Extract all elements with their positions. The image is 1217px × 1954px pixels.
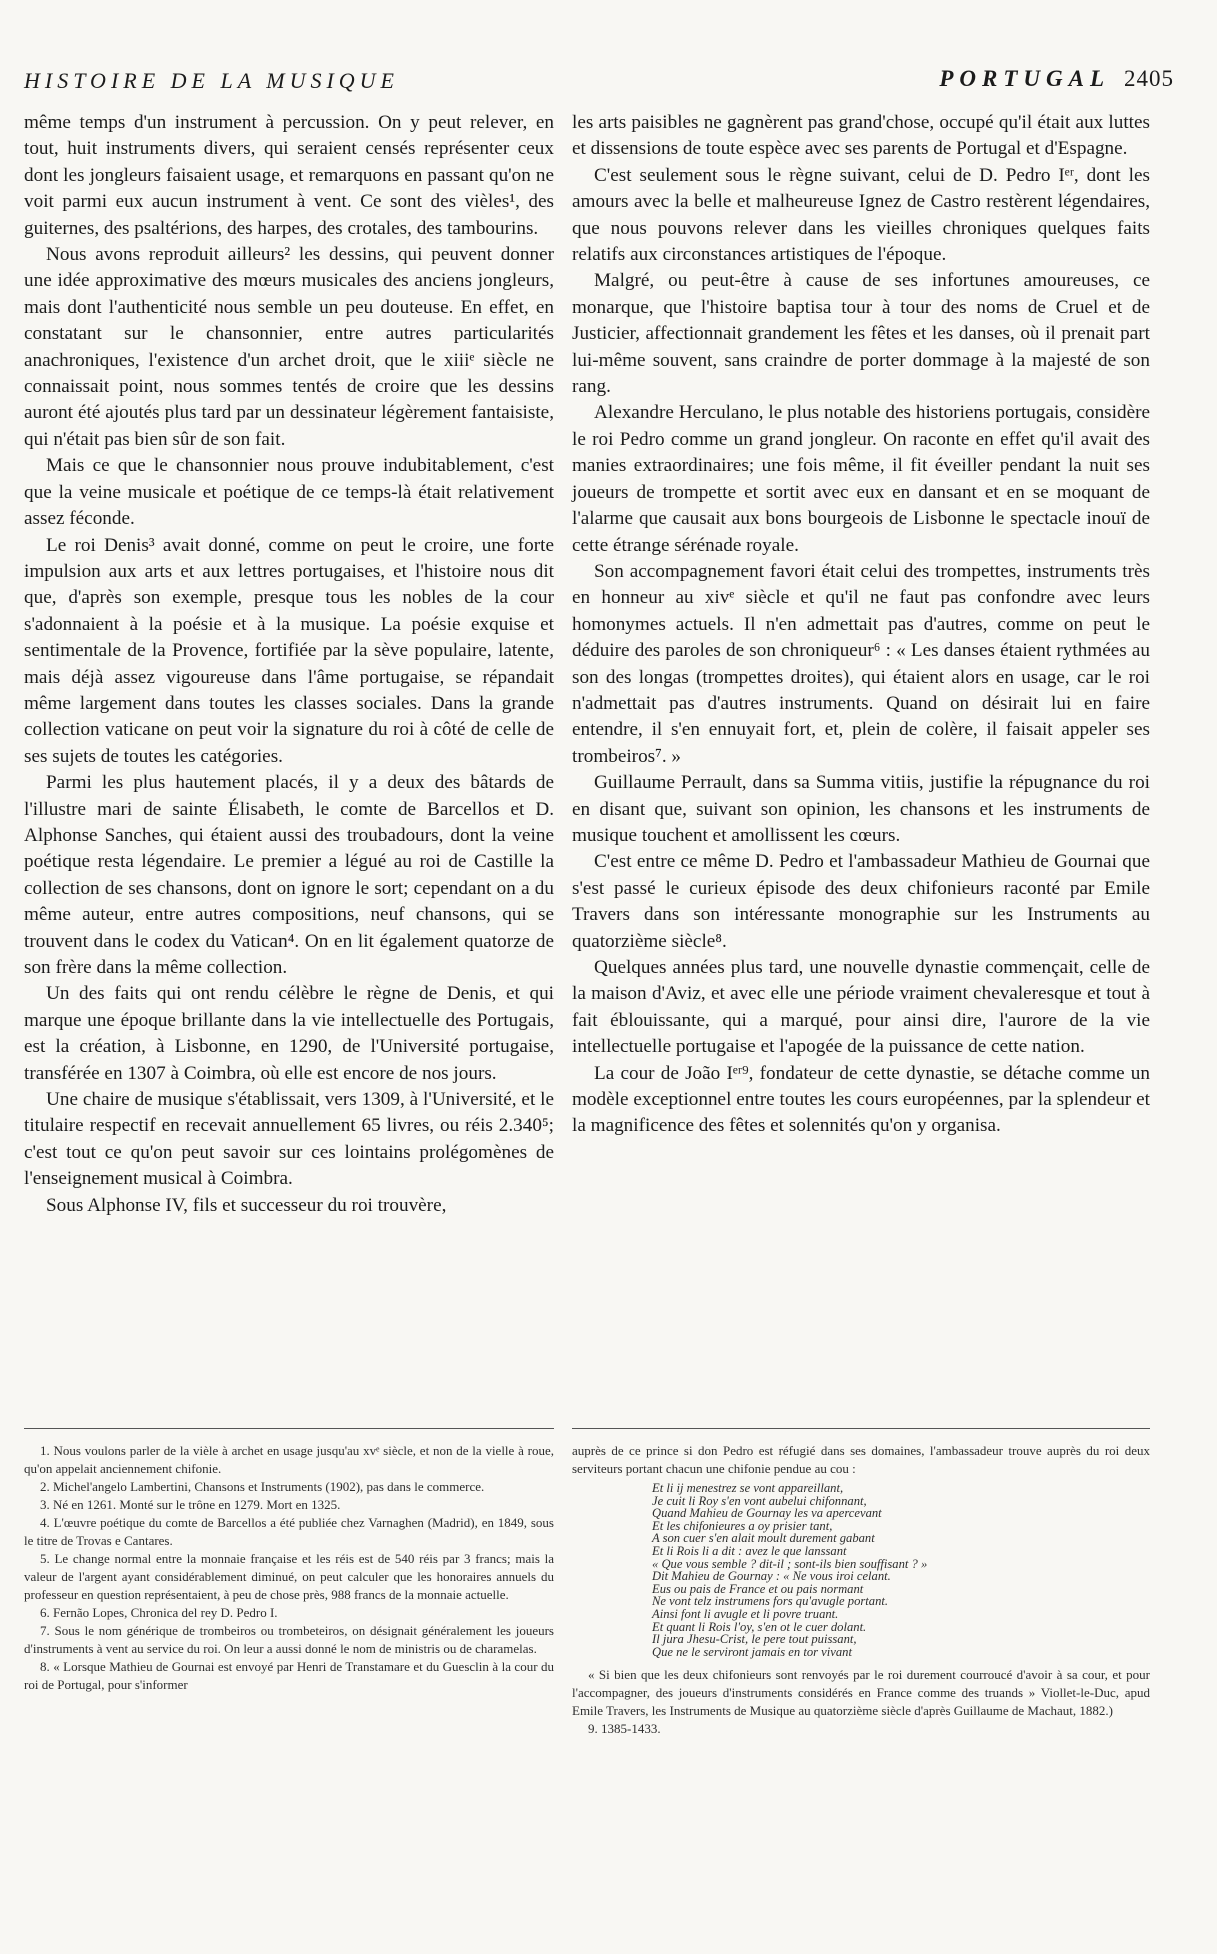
verse-line: Il jura Jhesu-Crist, le pere tout puissant,	[652, 1632, 857, 1647]
footnote: 1. Nous voulons parler de la vièle à archet en usage jusqu'au xvᵉ siècle, et non de la vielle à roue, qu'on appelait anciennement chifonie.	[24, 1443, 554, 1476]
page-number: 2405	[1124, 66, 1174, 91]
paragraph: Un des faits qui ont rendu célèbre le règne de Denis, et qui marque une époque brillante dans la vie intellectuelle des Portugais, est la création, à Lisbonne, en 1290, de l'Université portugaise, transférée en 1307 à Coimbra, où elle est encore de nos jours.	[24, 983, 554, 1084]
verse-line: A son cuer s'en alait moult durement gabant	[652, 1531, 875, 1546]
paragraph: Une chaire de musique s'établissait, vers 1309, à l'Université, et le titulaire respectif en recevait annuellement 65 livres, ou réis 2.340⁵; c'est tout ce qu'on peut savoir sur ces lointains prolégomènes de l'enseignement musical à Coimbra.	[24, 1089, 554, 1190]
paragraph: Malgré, ou peut-être à cause de ses infortunes amoureuses, ce monarque, que l'histoire baptisa tour à tour des noms de Cruel et de Justicier, affectionnait grandement les fêtes et les danses, où il prenait part lui-même souvent, sans craindre de porter dommage à la majesté de son rang.	[572, 270, 1150, 398]
footnote: 9. 1385-1433.	[588, 1721, 661, 1737]
footnotes-right	[572, 1442, 1150, 1738]
verse-line: Et quant li Rois l'oy, s'en ot le cuer dolant.	[652, 1619, 867, 1634]
verse-line: Ne vont telz instrumens fors qu'avugle portant.	[652, 1594, 889, 1609]
paragraph: La cour de João Iᵉʳ⁹, fondateur de cette dynastie, se détache comme un modèle exceptionnel entre toutes les cours européennes, par la splendeur et la magnificence des fêtes et solennités qu'on y organisa.	[572, 1062, 1150, 1137]
paragraph: Parmi les plus hautement placés, il y a deux des bâtards de l'illustre mari de sainte Élisabeth, le comte de Barcellos et D. Alphonse Sanches, qui étaient aussi des troubadours, dont la veine poétique resta légendaire. Le premier a légué au roi de Castille la collection de ses chansons, dont on ignore le sort; cependant on a du même auteur, entre autres compositions, neuf chansons, qui se trouvent dans le codex du Vatican⁴. On en lit également quatorze de son frère dans la même collection.	[24, 772, 554, 978]
footnotes-left	[24, 1442, 554, 1694]
right-column	[572, 110, 1150, 1140]
footnote: 4. L'œuvre poétique du comte de Barcellos a été publiée chez Varnaghen (Madrid), en 1849, sous le titre de Trovas e Cantares.	[24, 1515, 554, 1548]
paragraph: C'est entre ce même D. Pedro et l'ambassadeur Mathieu de Gournai que s'est passé le curieux épisode des deux chifonieurs raconté par Emile Travers dans son intéressante monographie sur les Instruments au quatorzième siècle⁸.	[572, 851, 1150, 952]
paragraph: Guillaume Perrault, dans sa Summa vitiis, justifie la répugnance du roi en disant que, suivant son opinion, les chansons et les instruments de musique touchent et amollissent les cœurs.	[572, 772, 1150, 846]
verse-line: Et les chifonieures a oy prisier tant,	[652, 1518, 833, 1533]
paragraph: Alexandre Herculano, le plus notable des historiens portugais, considère le roi Pedro comme un grand jongleur. On raconte en effet qu'il avait des manies extraordinaires; une fois même, il fit éveiller pendant la nuit ses joueurs de trompette et sortit avec eux en dansant et en se moquant de l'alarme que causait aux bons bourgeois de Lisbonne le spectacle inouï de cette étrange sérénade royale.	[572, 402, 1150, 556]
footnote-rule-left	[24, 1428, 554, 1429]
paragraph: C'est seulement sous le règne suivant, celui de D. Pedro Iᵉʳ, dont les amours avec la belle et malheureuse Ignez de Castro restèrent légendaires, que nous pouvons relever dans les vieilles chroniques quelques faits relatifs aux circonstances artistiques de l'époque.	[572, 164, 1150, 266]
paragraph: Sous Alphonse IV, fils et successeur du roi trouvère,	[46, 1194, 447, 1216]
footnote: 5. Le change normal entre la monnaie française et les réis est de 540 réis par 3 francs; mais la valeur de l'argent ayant considérablement diminué, on peut calculer que les honoraires annuels du professeur en question représentaient, à peu de chose près, 988 francs de la monnaie actuelle.	[24, 1551, 554, 1602]
header-section	[939, 66, 1174, 92]
paragraph: même temps d'un instrument à percussion. On y peut relever, en tout, huit instruments divers, qui seraient censés représenter ceux dont les jongleurs faisaient usage, et remarquons en passant qu'on ne voit parmi eux aucun instrument à vent. Ce sont des vièles¹, des guiternes, des psaltérions, des harpes, des crotales, des tambourins.	[24, 112, 554, 239]
paragraph: les arts paisibles ne gagnèrent pas grand'chose, occupé qu'il était aux luttes et dissensions de toute espèce avec ses parents de Portugal et d'Espagne.	[572, 112, 1150, 160]
footnote-rule-right	[572, 1428, 1150, 1429]
verse-quotation	[652, 1482, 1150, 1658]
footnote: 2. Michel'angelo Lambertini, Chansons et Instruments (1902), pas dans le commerce.	[40, 1479, 485, 1494]
verse-line: Ainsi font li avugle et li povre truant.	[652, 1606, 839, 1621]
left-column	[24, 110, 554, 1219]
verse-line: Et li ij menestrez se vont appareillant,	[652, 1481, 844, 1495]
book-page	[24, 0, 1174, 1954]
verse-line: Que ne le serviront jamais en tor vivant	[652, 1644, 852, 1659]
verse-line: Je cuit li Roy s'en vont aubelui chifonnant,	[652, 1493, 867, 1508]
footnote: « Si bien que les deux chifonieurs sont renvoyés par le roi durement courroucé d'avoir à sa cour, et pour l'accompagner, des joueurs d'instruments considérés en France comme des truands » Viollet-le-Duc, apud Emile Travers, les Instruments de Musique au quatorzième siècle d'après Guillaume de Machaut, 1882.)	[572, 1667, 1150, 1719]
paragraph: Nous avons reproduit ailleurs² les dessins, qui peuvent donner une idée approximative des mœurs musicales des anciens jongleurs, mais dont l'authenticité nous semble un peu douteuse. En effet, en constatant sur le chansonnier, entre autres particularités anachroniques, l'existence d'un archet droit, que le xiiiᵉ siècle ne connaissait point, nous sommes tentés de croire que les dessins auront été ajoutés plus tard par un dessinateur légèrement fantaisiste, qui n'était pas bien sûr de son fait.	[24, 244, 554, 450]
footnote: 7. Sous le nom générique de trombeiros ou trombeteiros, on désignait généralement les joueurs d'instruments à vent au service du roi. On leur a aussi donné le nom de ministris ou de charamelas.	[24, 1623, 554, 1656]
verse-line: Quand Mahieu de Gournay les va apercevant	[652, 1506, 882, 1521]
footnote: 3. Né en 1261. Monté sur le trône en 1279. Mort en 1325.	[40, 1497, 341, 1512]
header-section-title: PORTUGAL	[939, 66, 1110, 91]
footnote: 8. « Lorsque Mathieu de Gournai est envoyé par Henri de Transtamare et du Guesclin à la cour du roi de Portugal, pour s'informer	[24, 1659, 554, 1692]
paragraph: Mais ce que le chansonnier nous prouve indubitablement, c'est que la veine musicale et poétique de ce temps-là était relativement assez féconde.	[24, 455, 554, 530]
header-title: HISTOIRE DE LA MUSIQUE	[24, 68, 399, 93]
verse-line: Eus ou pais de France et ou pais normant	[652, 1581, 864, 1596]
running-header	[24, 64, 1174, 104]
paragraph: Son accompagnement favori était celui des trompettes, instruments très en honneur au xivᵉ siècle et qu'il ne faut pas confondre avec leurs homonymes actuels. Il n'en admettait pas d'autres, comme on peut le déduire des paroles de son chroniqueur⁶ : « Les danses étaient rythmées au son des longas (trompettes droites), qui étaient alors en usage, car le roi n'admettait pas d'autres instruments. Quand on désirait lui en faire entendre, il s'en ennuyait fort, et, plein de colère, il faisait appeler ses trombeiros⁷. »	[572, 560, 1150, 767]
verse-line: Dit Mahieu de Gournay : « Ne vous iroi celant.	[652, 1569, 891, 1584]
paragraph: Quelques années plus tard, une nouvelle dynastie commençait, celle de la maison d'Aviz, et avec elle une période vraiment chevaleresque et tout à fait éblouissante, qui a marqué, pour ainsi dire, l'aurore de la vie intellectuelle portugaise et l'apogée de la puissance de cette nation.	[572, 957, 1150, 1058]
paragraph: Le roi Denis³ avait donné, comme on peut le croire, une forte impulsion aux arts et aux lettres portugaises, et l'histoire nous dit que, d'après son exemple, presque tous les nobles de la cour s'adonnaient à la poésie et à la musique. La poésie exquise et sentimentale de la Provence, fortifiée par la sève populaire, latente, mais déjà assez vigoureuse dans l'âme portugaise, se répandait même largement dans toutes les classes sociales. Dans la grande collection vaticane on peut voir la signature du roi à côté de celle de ses sujets de toutes les catégories.	[24, 534, 554, 767]
footnote-continuation: auprès de ce prince si don Pedro est réfugié dans ses domaines, l'ambassadeur trouve auprès du roi deux serviteurs portant chacun une chifonie pendue au cou :	[572, 1443, 1150, 1476]
verse-line: « Que vous semble ? dit-il ; sont-ils bien souffisant ? »	[652, 1556, 928, 1571]
footnote: 6. Fernão Lopes, Chronica del rey D. Pedro I.	[40, 1605, 278, 1620]
verse-line: Et li Rois li a dit : avez le que lanssant	[652, 1543, 847, 1558]
